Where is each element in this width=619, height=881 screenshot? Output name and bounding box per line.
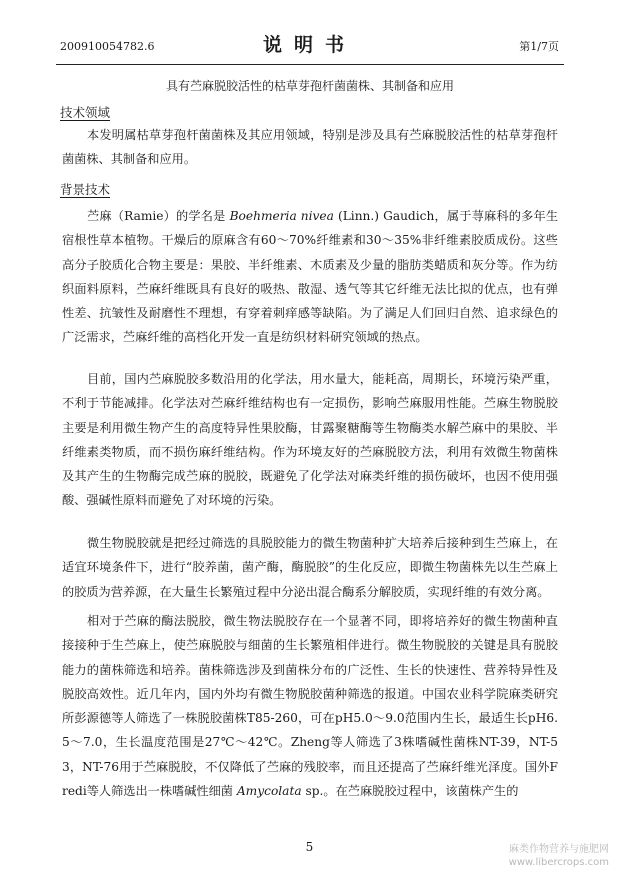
section-heading-background: 背景技术 xyxy=(60,182,111,197)
document-type-heading: 说明书 xyxy=(262,34,356,56)
watermark-site-name: 麻类作物营养与施肥网 xyxy=(509,844,609,855)
p4-text-a: 相对于苎麻的酶法脱胶，微生物法脱胶存在一个显著不同，即将培养好的微生物菌种直接接种于生苎麻上，使苎麻脱胶与细菌的生长繁殖相伴进行。微生物脱胶的关键是具有脱胶能力的菌株筛选和培养。菌株筛选涉及到菌株分布的广泛性、生长的快速性、营养特异性及脱胶高效性。近几年内，国内外均有微生物脱胶菌种筛选的报道。中国农业科学院麻类研究所彭源德等人筛选了一株脱胶菌株T85-260，可在pH5.0～9.0范围内生长，最适生长pH6.5～7.0，生长温度范围是27℃～42℃。Zheng等人筛选了3株嗜碱性菌株NT-39，NT-53，NT-76用于苎麻脱胶，不仅降低了苎麻的残胶率，而且还提高了苎麻纤维光泽度。国外Fredi等人筛选出一株嗜碱性细菌 xyxy=(62,614,558,799)
watermark-url: www.libercrops.com xyxy=(508,857,609,868)
p1-text-b: (Linn.) Gaudich，属于荨麻科的多年生宿根性草本植物。干燥后的原麻含有60～70%纤维素和30～35%非纤维素胶质成份。这些高分子胶质化合物主要是：果胶、半纤维素、木质素及少量的脂肪类蜡质和灰分等。作为纺织面料原料，苎麻纤维既具有良好的吸热、散湿、透气等其它纤维无法比拟的优点，也有弹性差、抗皱性及耐磨性不理想，有穿着刺痒感等缺陷。为了满足人们回归自然、追求绿色的广泛需求，苎麻纤维的高档化开发一直是纺织材料研究领域的热点。 xyxy=(62,209,559,345)
paragraph-background-1 xyxy=(62,204,558,350)
p1-latin-name: Boehmeria nivea xyxy=(229,209,334,223)
paragraph-background-2: 目前，国内苎麻脱胶多数沿用的化学法，用水量大，能耗高，周期长，环境污染严重，不利于节能减排。化学法对苎麻纤维结构也有一定损伤，影响苎麻服用性能。苎麻生物脱胶主要是利用微生物产生的高度特异性果胶酶，甘露聚糖酶等生物酶类水解苎麻中的果胶、半纤维素类物质，而不损伤麻纤维结构。作为环境友好的苎麻脱胶方法，利用有效微生物菌株及其产生的生物酶完成苎麻的脱胶，既避免了化学法对麻类纤维的损伤破坏，也因不使用强酸、强碱性原料而避免了对环境的污染。 xyxy=(62,372,558,508)
header-rule xyxy=(56,64,564,65)
p1-text-a: 苎麻（Ramie）的学名是 xyxy=(87,209,226,223)
page-indicator: 第1/7页 xyxy=(519,40,559,53)
p4-text-b: sp.。在苎麻脱胶过程中，该菌株产生的 xyxy=(305,784,519,799)
section-heading-tech-field: 技术领域 xyxy=(60,105,111,120)
paragraph-tech-field: 本发明属枯草芽孢杆菌菌株及其应用领域，特别是涉及具有苎麻脱胶活性的枯草芽孢杆菌菌株、其制备和应用。 xyxy=(62,128,558,167)
p4-latin-name: Amycolata xyxy=(236,784,302,799)
paragraph-background-4 xyxy=(62,609,558,803)
document-title: 具有苎麻脱胶活性的枯草芽孢杆菌菌株、其制备和应用 xyxy=(165,79,454,93)
page-number: 5 xyxy=(305,840,314,854)
watermark xyxy=(509,843,609,869)
application-number: 200910054782.6 xyxy=(60,40,155,53)
paragraph-background-3: 微生物脱胶就是把经过筛选的具脱胶能力的微生物菌种扩大培养后接种到生苎麻上，在适宜环境条件下，进行“胶养菌，菌产酶，酶脱胶”的生化反应，即微生物菌株先以生苎麻上的胶质为营养源，在大量生长繁殖过程中分泌出混合酶系分解胶质，实现纤维的有效分离。 xyxy=(62,536,558,599)
